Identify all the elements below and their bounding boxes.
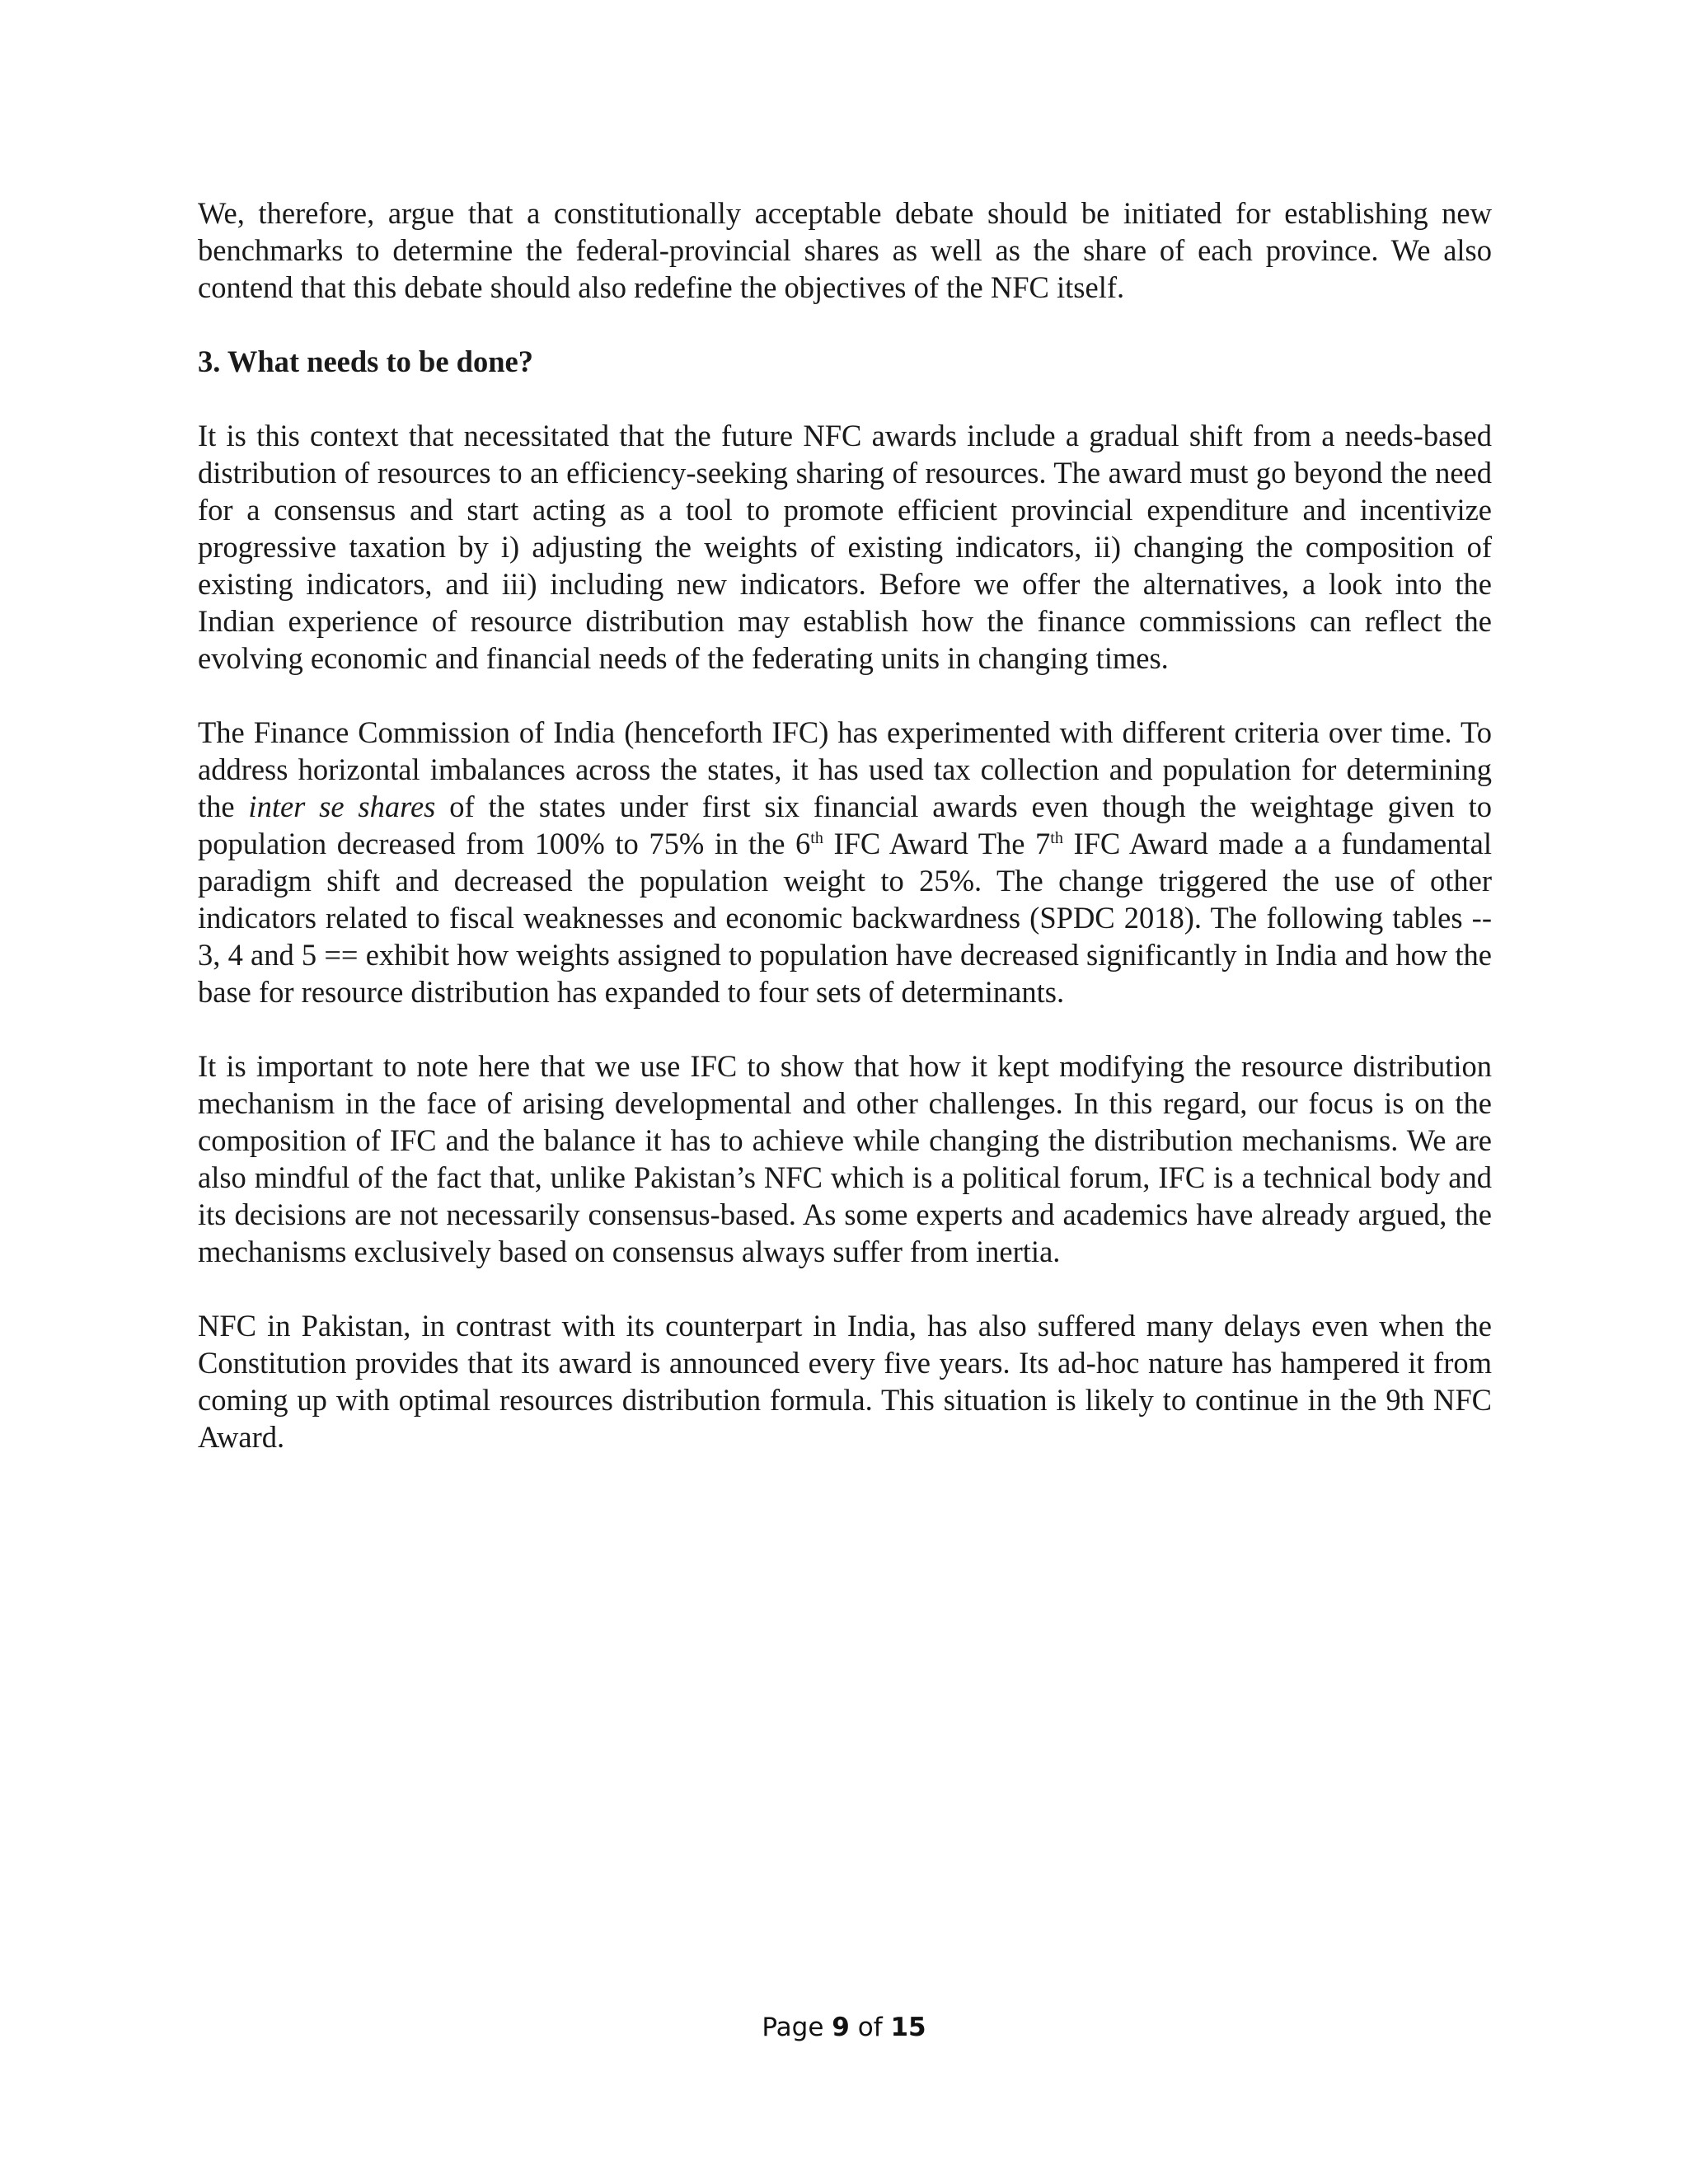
- ordinal-superscript: th: [810, 828, 823, 847]
- paragraph-ifc-modifications: It is important to note here that we use IFC to show that how it kept modifying the resource distribution mechanism in the face of arising developmental and other challenges. In this regard, our focus is on the composition of IFC and the balance it has to achieve while changing the distribution mechanisms. We are also mindful of the fact that, unlike Pakistan’s NFC which is a political forum, IFC is a technical body and its decisions are not necessarily consensus-based. As some experts and academics have already argued, the mechanisms exclusively based on consensus always suffer from inertia.: [198, 1049, 1492, 1268]
- paragraph-gap: [198, 677, 1492, 714]
- paragraph-gap: [198, 1270, 1492, 1307]
- paragraph-gap: [198, 1010, 1492, 1047]
- page-of-label: of: [857, 2013, 883, 2042]
- text-run: IFC Award The 7: [823, 827, 1051, 860]
- page-number-footer: [0, 2011, 1688, 2044]
- paragraph-gap: [198, 380, 1492, 417]
- text-run: The Finance Commission of India (henceforth IFC) has experimented with different criteria over time. To address horizontal imbalances across the states, it has used tax collection and population for determining the: [198, 715, 1492, 823]
- paragraph-gap: [198, 306, 1492, 343]
- section-heading: 3. What needs to be done?: [198, 344, 533, 378]
- paragraph-benchmarks-debate: We, therefore, argue that a constitutionally acceptable debate should be initiated for establishing new benchmarks to determine the federal-provincial shares as well as the share of each province. We also contend that this debate should also redefine the objectives of the NFC itself.: [198, 196, 1492, 304]
- text-run: of the states under first six financial awards even though the weightage given to population decreased from 100% to 75% in the 6: [198, 790, 1492, 860]
- paragraph-efficiency-shift: It is this context that necessitated that the future NFC awards include a gradual shift from a needs-based distribution of resources to an efficiency-seeking sharing of resources. The award must go beyond the need for a consensus and start acting as a tool to promote efficient provincial expenditure and incentivize progressive taxation by i) adjusting the weights of existing indicators, ii) changing the composition of existing indicators, and iii) including new indicators. Before we offer the alternatives, a look into the Indian experience of resource distribution may establish how the finance commissions can reflect the evolving economic and financial needs of the federating units in changing times.: [198, 419, 1492, 675]
- paragraph-nfc-delays: NFC in Pakistan, in contrast with its counterpart in India, has also suffered many delays even when the Constitution provides that its award is announced every five years. Its ad-hoc nature has hampered it from coming up with optimal resources distribution formula. This situation is likely to continue in the 9th NFC Award.: [198, 1309, 1492, 1454]
- page-body: [198, 194, 1492, 1455]
- italic-term: inter se shares: [248, 790, 436, 823]
- paragraph-finance-commission-india: [198, 714, 1492, 1010]
- text-run: IFC Award made a a fundamental paradigm shift and decreased the population weight to 25%. The change triggered the use of other indicators related to fiscal weaknesses and economic backwardness (SPDC 2018). The following tables -- 3, 4 and 5 == exhibit how weights assigned to population have decreased significantly in India and how the base for resource distribution has expanded to four sets of determinants.: [198, 827, 1492, 1009]
- ordinal-superscript: th: [1050, 828, 1063, 847]
- current-page-number: 9: [832, 2013, 850, 2042]
- page-label: Page: [762, 2013, 824, 2042]
- total-pages-number: 15: [890, 2013, 926, 2042]
